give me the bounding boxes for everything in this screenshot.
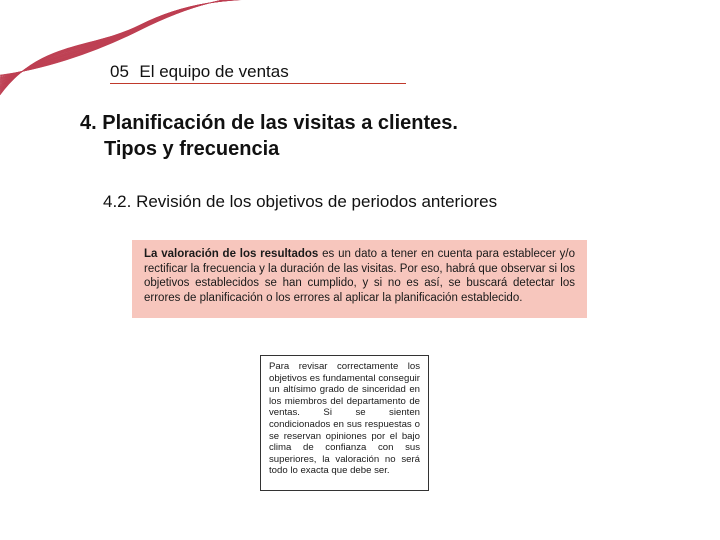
chapter-title: El equipo de ventas: [139, 62, 289, 81]
subsection-title: 4.2. Revisión de los objetivos de periodos anteriores: [103, 192, 498, 211]
highlight-box-bold-lead: La valoración de los resultados: [144, 248, 319, 260]
decorative-ribbon-graphic: [0, 0, 280, 100]
highlight-box: [132, 240, 587, 318]
chapter-header: [110, 62, 406, 84]
section-title-line-1: 4. Planificación de las visitas a clientes.: [80, 112, 458, 134]
section-title-line-2: Tipos y frecuencia: [104, 138, 280, 160]
chapter-number: 05: [110, 62, 129, 81]
note-box: Para revisar correctamente los objetivos es fundamental conseguir un altísimo grado de sinceridad en los miembros del departamento de ventas. Si se sienten condicionados en sus respuestas o se reservan opiniones por el bajo clima de confianza con sus superiores, la valoración no será todo lo exacta que debe ser.: [260, 355, 429, 491]
section-title: [80, 110, 458, 162]
highlight-box-text: es un dato a tener en cuenta para establecer y/o rectificar la frecuencia y la duración de las visitas. Por eso, habrá que observar si los objetivos establecidos se han cumplido, y si no es así, se buscará detectar los errores de planificación o los errores al aplicar la planificación establecido.: [144, 248, 575, 304]
